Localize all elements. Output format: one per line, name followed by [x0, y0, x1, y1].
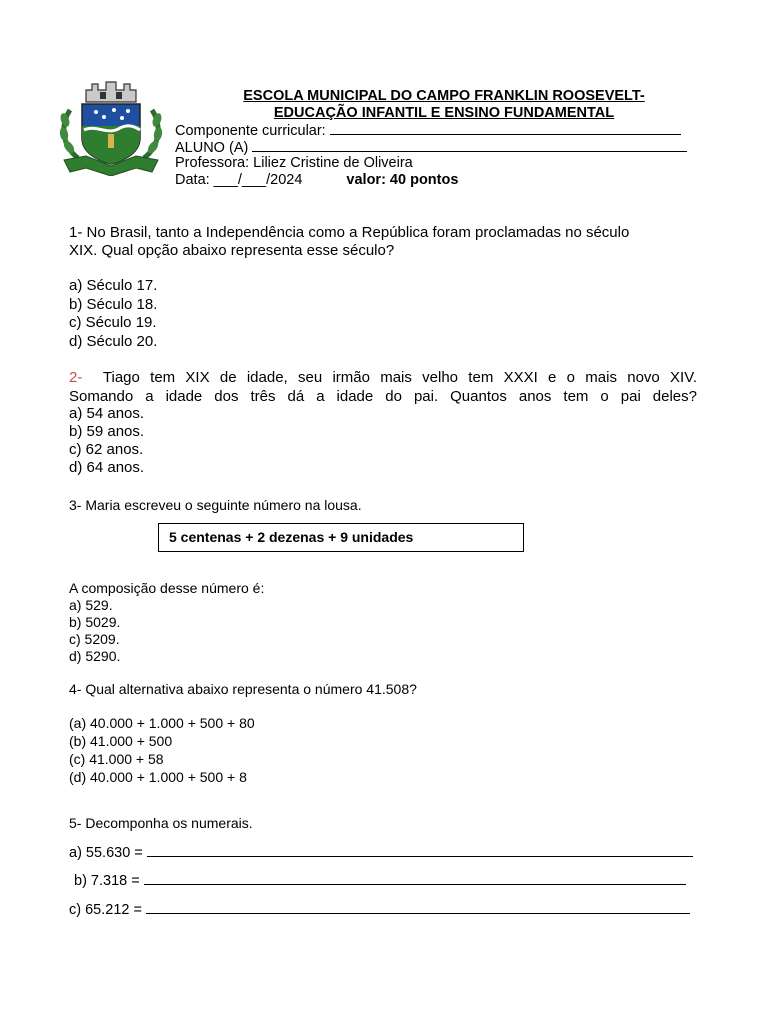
q1-option-a[interactable]: a) Século 17.	[69, 277, 158, 294]
q2-option-c[interactable]: c) 62 anos.	[69, 441, 144, 458]
aluno-label: ALUNO (A)	[175, 140, 249, 156]
school-name-line-2: EDUCAÇÃO INFANTIL E ENSINO FUNDAMENTAL	[273, 105, 615, 121]
professora-line: Professora: Liliez Cristine de Oliveira	[175, 155, 413, 171]
q5-item-b-label: b) 7.318 =	[74, 873, 140, 889]
q5-item-a-answer-blank[interactable]	[147, 843, 693, 857]
municipal-crest-logo	[56, 80, 166, 176]
q1-text-line-1: 1- No Brasil, tanto a Independência como a República foram proclamadas no século	[69, 224, 630, 241]
q5-item-c-answer-blank[interactable]	[146, 900, 690, 914]
q4-option-a[interactable]: (a) 40.000 + 1.000 + 500 + 80	[69, 715, 255, 731]
q5-item-a[interactable]	[69, 843, 693, 862]
data-field[interactable]: Data: ___/___/2024	[175, 172, 303, 188]
q5-question: 5- Decomponha os numerais.	[69, 815, 253, 831]
q2-option-b[interactable]: b) 59 anos.	[69, 423, 145, 440]
q1-option-d[interactable]: d) Século 20.	[69, 333, 158, 350]
q5-item-a-label: a) 55.630 =	[69, 845, 143, 861]
q1-option-b[interactable]: b) Século 18.	[69, 296, 158, 313]
valor-pontos: valor: 40 pontos	[346, 172, 459, 188]
q4-option-b[interactable]: (b) 41.000 + 500	[69, 733, 173, 749]
q3-question: 3- Maria escreveu o seguinte número na lousa.	[69, 497, 362, 513]
q3-option-b[interactable]: b) 5029.	[69, 614, 121, 630]
q4-option-c[interactable]: (c) 41.000 + 58	[69, 751, 164, 767]
q2-line-1-text: Tiago tem XIX de idade, seu irmão mais velho tem XXXI e o mais novo XIV.	[102, 369, 697, 386]
q2-text-line-1	[69, 369, 697, 388]
componente-blank[interactable]	[330, 121, 681, 135]
q5-item-c[interactable]	[69, 900, 690, 919]
q5-item-c-label: c) 65.212 =	[69, 902, 142, 918]
q3-option-c[interactable]: c) 5209.	[69, 631, 120, 647]
data-valor-line	[175, 172, 458, 189]
q5-item-b[interactable]	[74, 871, 686, 890]
q1-text-line-2: XIX. Qual opção abaixo representa esse século?	[69, 242, 395, 259]
q2-option-a[interactable]: a) 54 anos.	[69, 405, 145, 422]
q3-prompt: A composição desse número é:	[69, 580, 265, 596]
q3-option-a[interactable]: a) 529.	[69, 597, 113, 613]
q3-option-d[interactable]: d) 5290.	[69, 648, 121, 664]
q2-text-line-2: Somando a idade dos três dá a idade do pai. Quantos anos tem o pai deles?	[69, 387, 697, 405]
school-name	[170, 88, 718, 122]
aluno-blank[interactable]	[252, 138, 687, 152]
school-name-line-1: ESCOLA MUNICIPAL DO CAMPO FRANKLIN ROOSEVELT-	[243, 88, 645, 104]
q4-question: 4- Qual alternativa abaixo representa o número 41.508?	[69, 681, 417, 697]
q4-option-d[interactable]: (d) 40.000 + 1.000 + 500 + 8	[69, 769, 247, 785]
q1-option-c[interactable]: c) Século 19.	[69, 314, 157, 331]
q2-number: 2-	[69, 369, 83, 386]
componente-label: Componente curricular:	[175, 123, 326, 139]
q5-item-b-answer-blank[interactable]	[144, 871, 686, 885]
q2-option-d[interactable]: d) 64 anos.	[69, 459, 145, 476]
q2-text	[69, 369, 697, 406]
q3-number-box: 5 centenas + 2 dezenas + 9 unidades	[158, 523, 524, 552]
